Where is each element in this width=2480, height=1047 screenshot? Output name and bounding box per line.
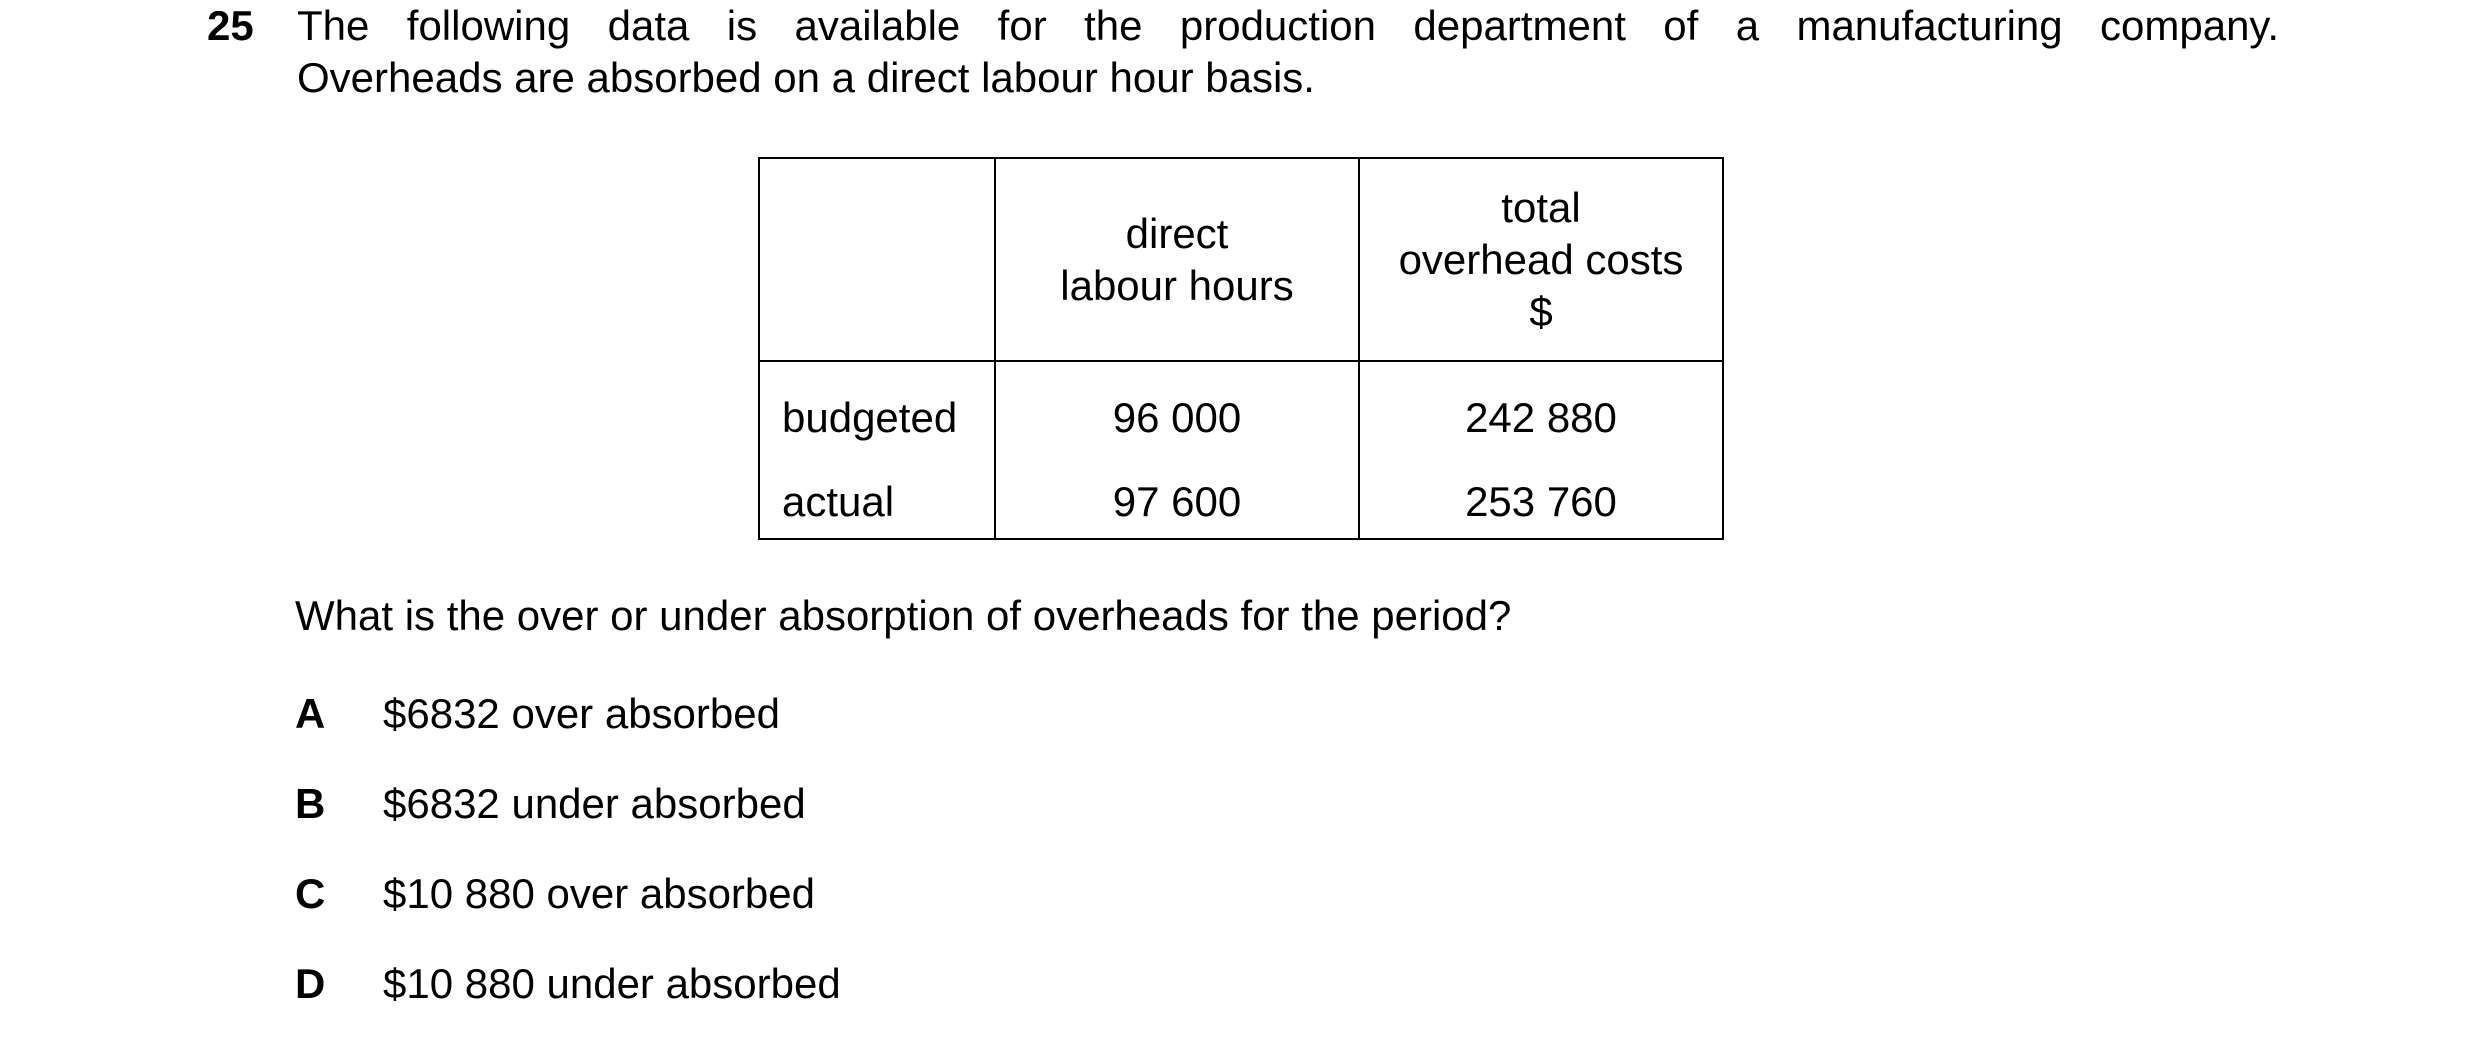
row-label: budgeted: [759, 361, 995, 474]
hours-value: 97 600: [1112, 478, 1242, 525]
option-text: $6832 over absorbed: [383, 690, 780, 737]
option-c[interactable]: [295, 868, 815, 920]
hours-value: 96 000: [995, 361, 1359, 474]
option-letter: C: [295, 870, 326, 917]
question-prompt: What is the over or under absorption of overheads for the period?: [295, 592, 1512, 639]
option-b[interactable]: [295, 778, 806, 830]
header-direct-labour-hours: [995, 158, 1359, 361]
option-letter: B: [295, 780, 326, 827]
table-header-row: [759, 158, 1723, 361]
option-d[interactable]: [295, 958, 841, 1010]
row-label-cell: [759, 474, 995, 539]
data-table: [758, 157, 1724, 540]
header-empty-cell: [759, 158, 995, 361]
table-row: [759, 361, 1723, 474]
row-label: actual: [782, 478, 895, 525]
option-letter: D: [295, 960, 326, 1007]
costs-value: 253 760: [1465, 478, 1617, 525]
option-text: $6832 under absorbed: [383, 780, 806, 827]
header-line: labour hours: [1060, 261, 1294, 309]
costs-value: 242 880: [1359, 361, 1723, 474]
costs-cell: [1359, 474, 1723, 539]
header-line: overhead costs: [1398, 235, 1684, 283]
option-text: $10 880 over absorbed: [383, 870, 815, 917]
question-number: 25: [207, 2, 254, 49]
option-text: $10 880 under absorbed: [383, 960, 841, 1007]
header-line: direct: [1125, 209, 1229, 257]
option-a[interactable]: [295, 688, 780, 740]
header-unit: $: [1529, 287, 1553, 335]
header-total-overhead-costs: [1359, 158, 1723, 361]
question-intro: [297, 0, 2279, 104]
table-row: [759, 474, 1723, 539]
hours-cell: [995, 474, 1359, 539]
header-line: total: [1501, 183, 1581, 231]
intro-line-1: The following data is available for the production department of a manufacturing company.: [297, 2, 2279, 49]
option-letter: A: [295, 690, 326, 737]
intro-line-2: Overheads are absorbed on a direct labour hour basis.: [297, 54, 1315, 101]
